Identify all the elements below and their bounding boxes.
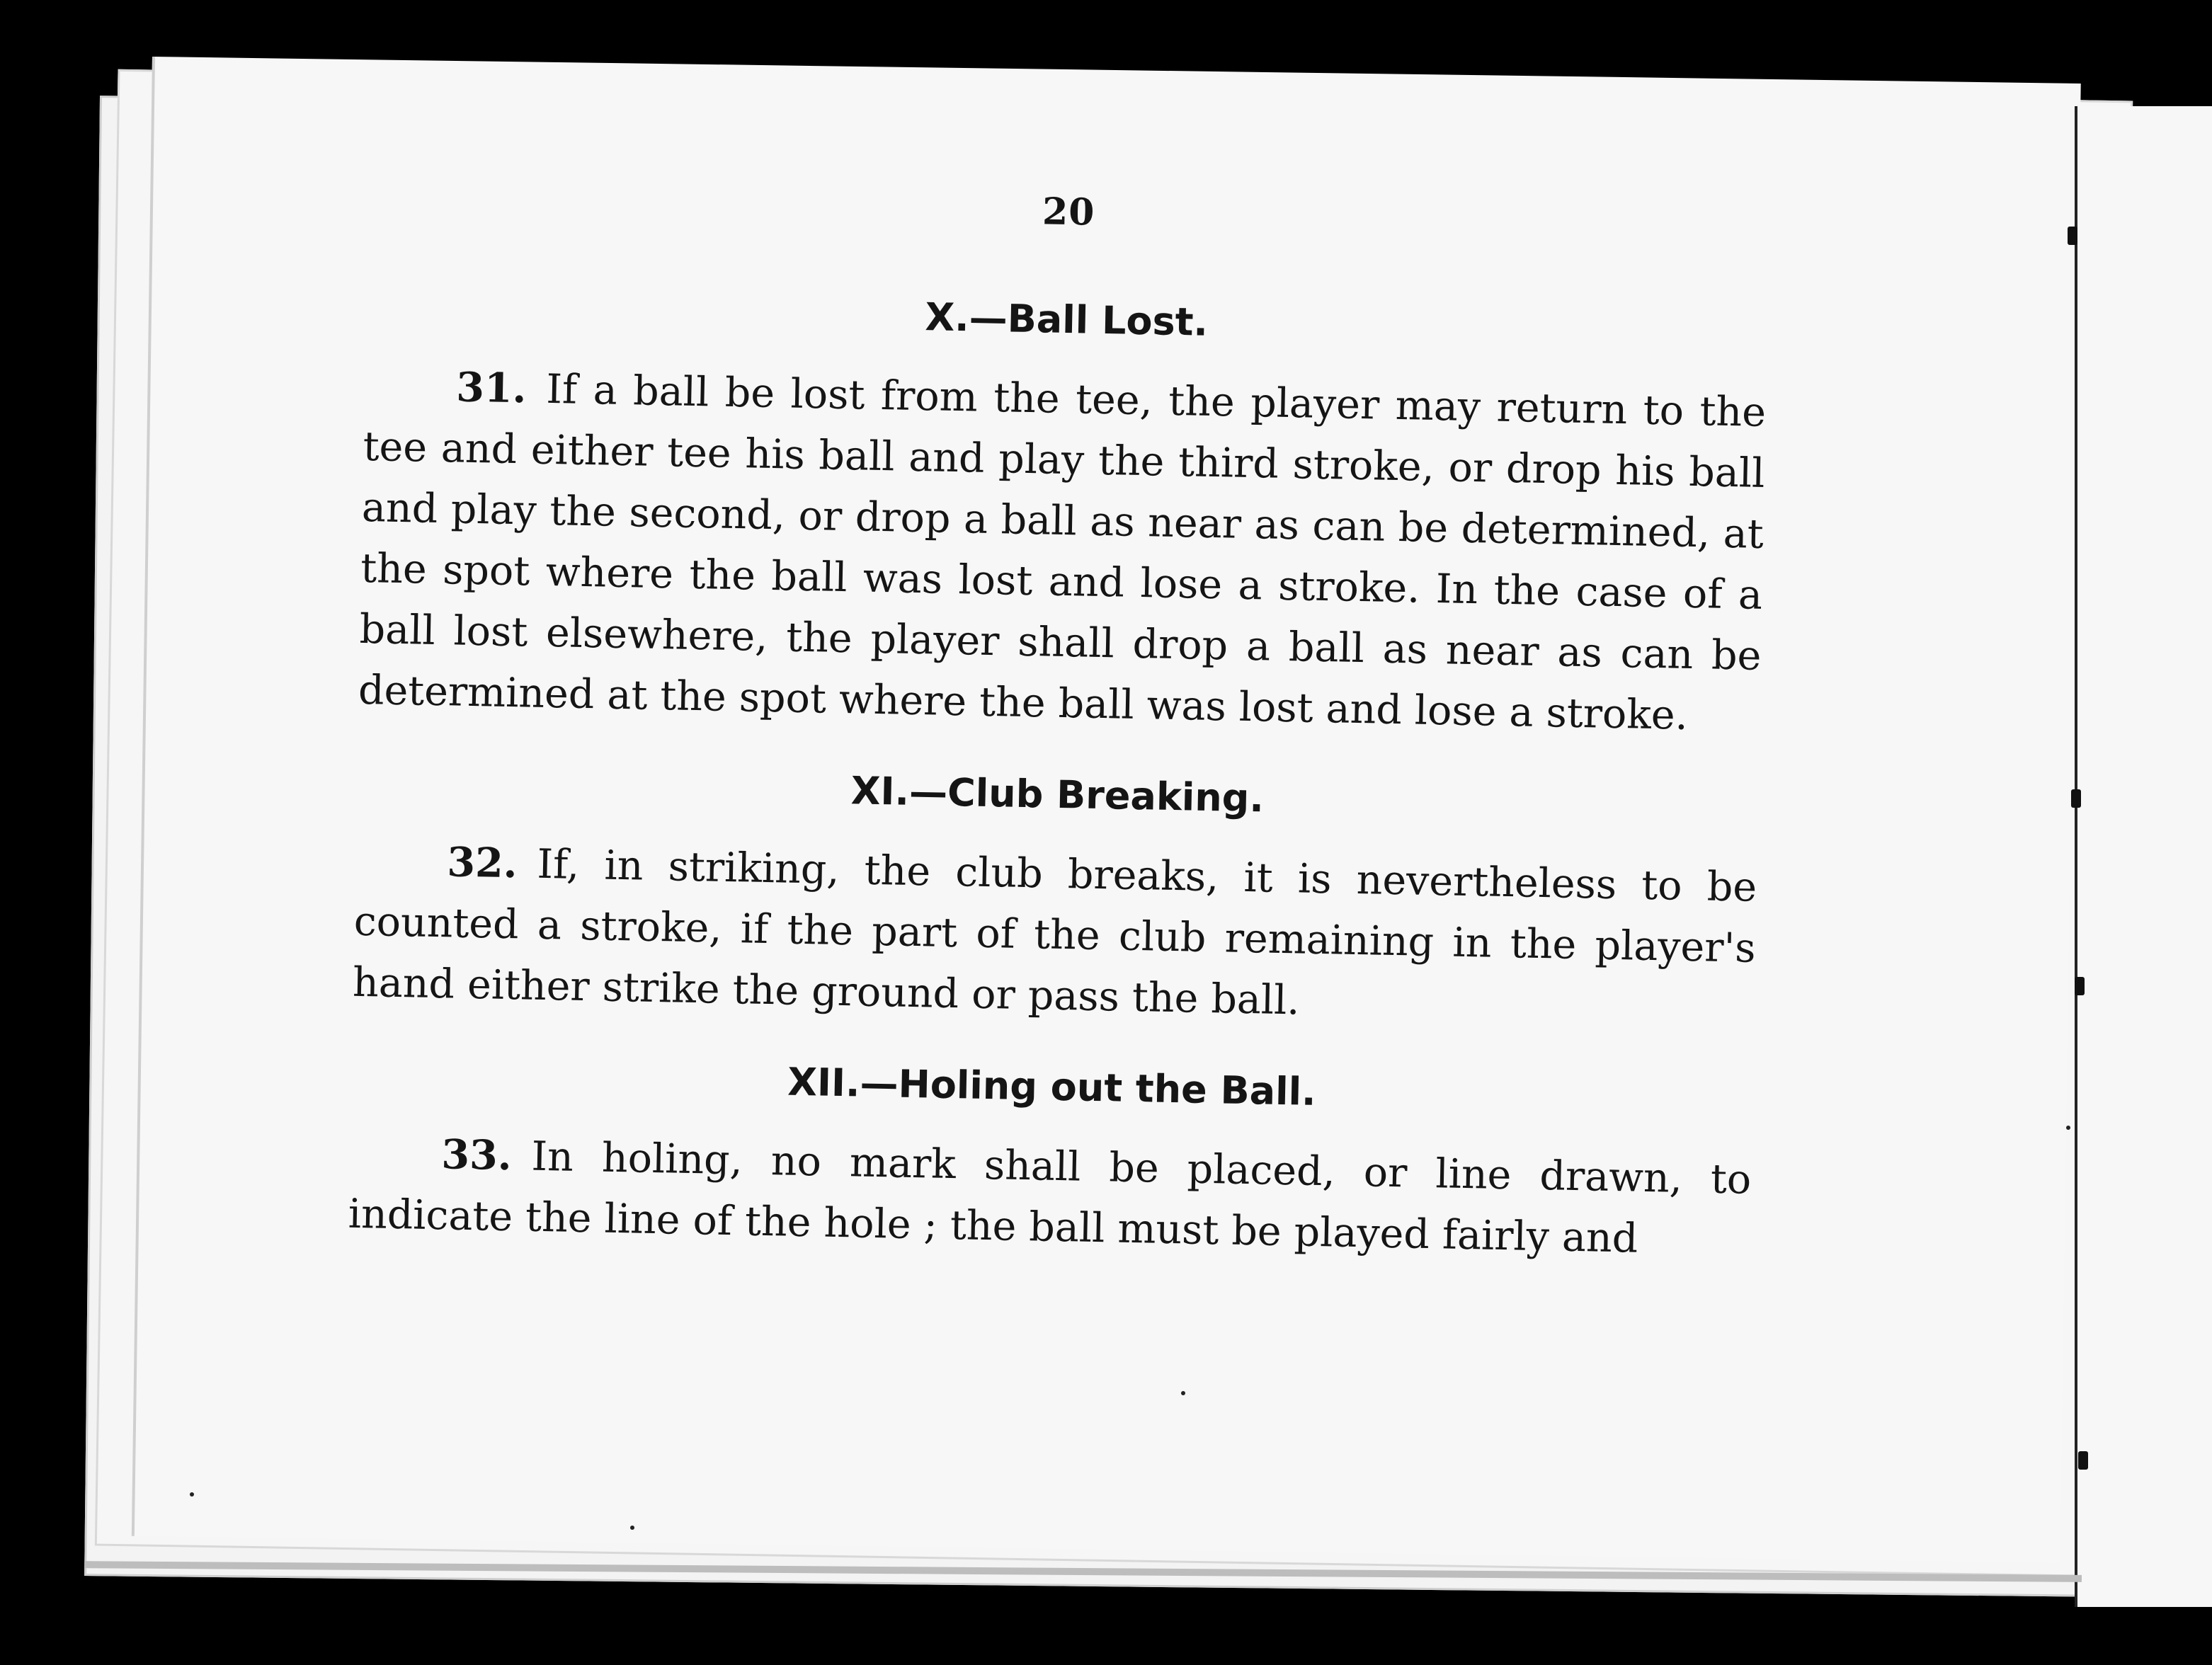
ink-speck [630,1526,634,1530]
ink-speck [1181,1391,1185,1395]
rule-number: 31. [455,363,528,413]
rule-text: In holing, no mark shall be placed, or line drawn, to indicate the line of the hole ; the ball must be played fairly and [348,1133,1752,1262]
section-heading-holing-out: XII.—Holing out the Ball. [787,1059,1317,1114]
section-heading-club-breaking: XI.—Club Breaking. [850,768,1265,821]
binding-stitch [2068,227,2077,245]
ink-speck [190,1492,194,1497]
rule-text: If a ball be lost from the tee, the player may return to the tee and either tee his ball and play the third stroke, or drop his ball and play the second, or drop a ball as near as can be determined, at the spot where the ball was lost and lose a stroke. In the case of a ball lost elsewhere, the player shall drop a ball as near as can be determined at the spot where the ball was lost and lose a stroke. [358,365,1767,739]
page-text [347,177,1770,1310]
rule-33 [348,1123,1752,1271]
rule-number: 33. [440,1131,513,1180]
facing-page-edge [2075,106,2212,1607]
rule-text: If, in striking, the club breaks, it is nevertheless to be counted a stroke, if the part of the club remaining in the player's hand either strike the ground or pass the ball. [352,840,1757,1024]
rule-32 [352,830,1757,1040]
binding-stitch [2071,789,2081,808]
binding-stitch [2078,1451,2088,1470]
ink-speck [2066,1126,2070,1130]
binding-stitch [2075,977,2085,995]
page-number: 20 [1042,190,1095,234]
rule-31 [358,355,1767,748]
rule-number: 32. [446,838,518,888]
section-heading-ball-lost: X.—Ball Lost. [924,294,1209,345]
